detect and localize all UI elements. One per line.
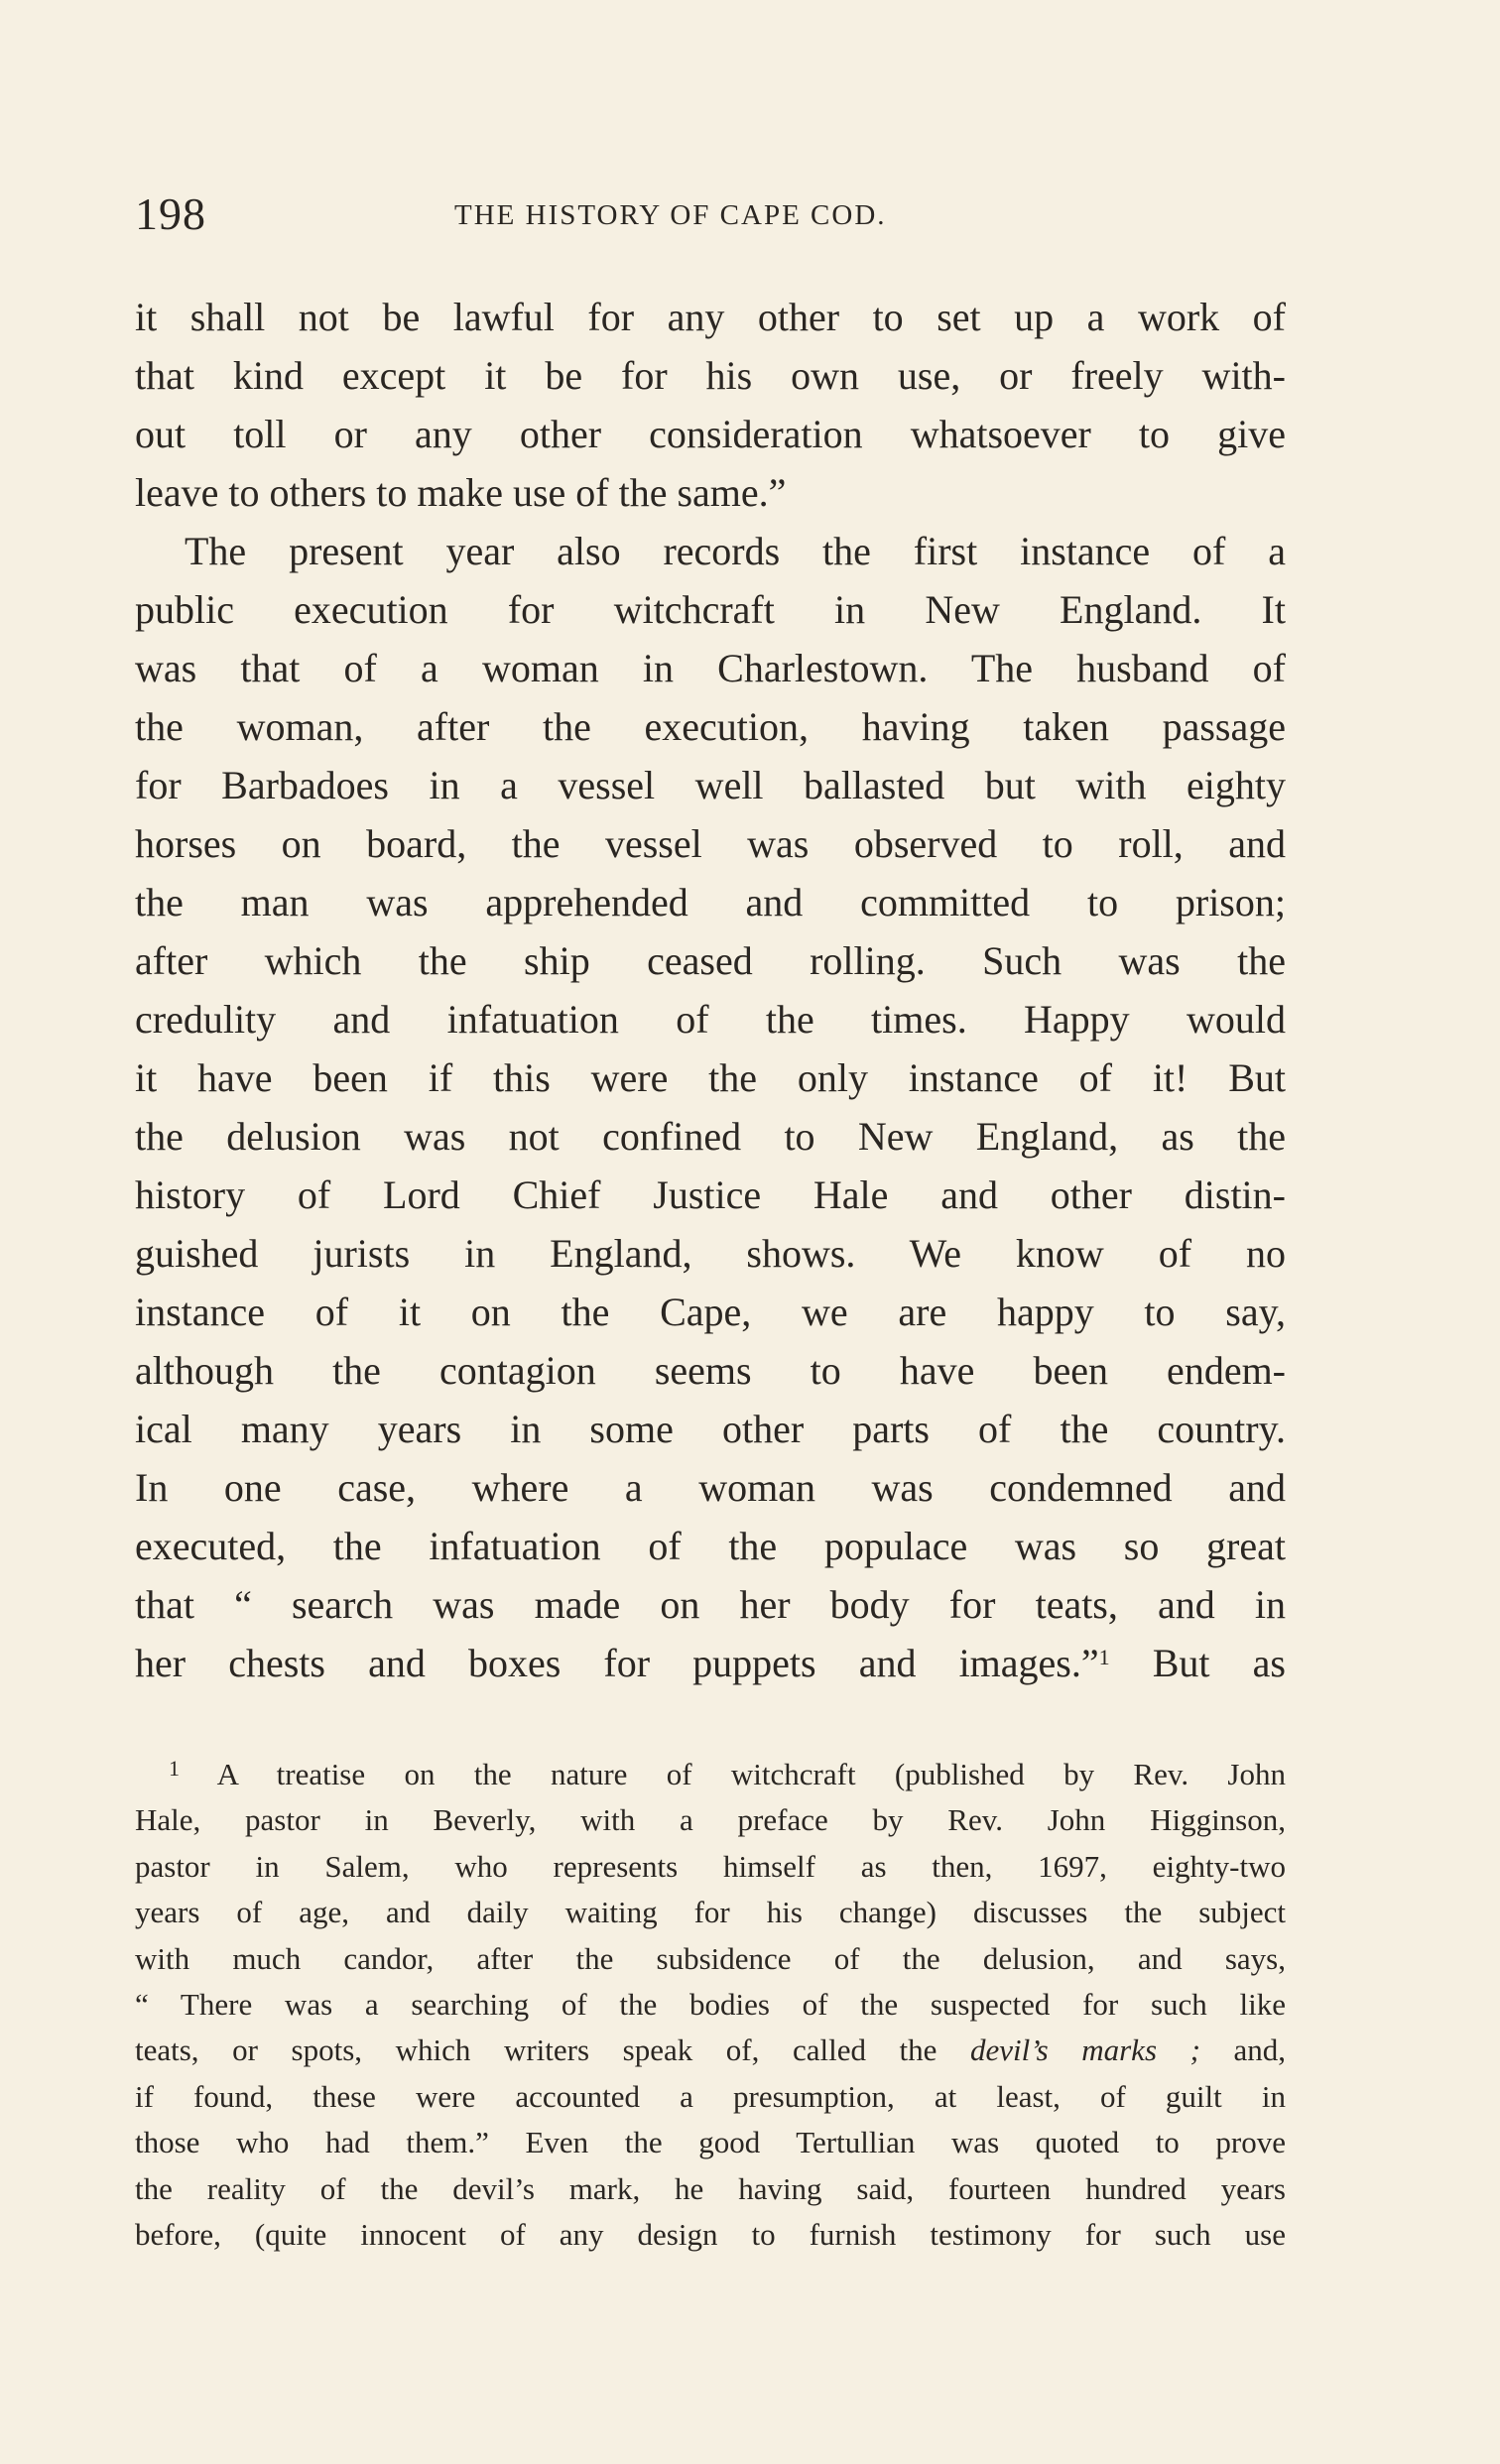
footnote-line: pastor in Salem, who represents himself as then, 1697, eighty-two: [135, 1848, 1286, 1884]
body-line: ical many years in some other parts of the country.: [135, 1407, 1286, 1451]
body-line: credulity and infatuation of the times. Happy would: [135, 997, 1286, 1042]
body-line: history of Lord Chief Justice Hale and other distin-: [135, 1172, 1286, 1217]
footnote-reference: 1: [1098, 1645, 1110, 1669]
body-line-text: her chests and boxes for puppets and images.”: [135, 1641, 1099, 1685]
body-line: guished jurists in England, shows. We know of no: [135, 1231, 1286, 1276]
running-head: [135, 185, 1286, 244]
body-line: was that of a woman in Charlestown. The husband of: [135, 646, 1286, 690]
body-line: it shall not be lawful for any other to set up a work of: [135, 295, 1286, 339]
page-number: 198: [135, 188, 206, 239]
footnote-marker: 1: [169, 1756, 180, 1781]
body-line: leave to others to make use of the same.”: [135, 470, 787, 515]
footnote-line: years of age, and daily waiting for his change) discusses the subject: [135, 1895, 1286, 1930]
body-line: horses on board, the vessel was observed to roll, and: [135, 821, 1286, 866]
footnote-text: teats, or spots, which writers speak of, called the: [135, 2033, 938, 2068]
body-line: instance of it on the Cape, we are happy to say,: [135, 1290, 1286, 1334]
running-title: THE HISTORY OF CAPE COD.: [454, 199, 887, 231]
body-line: that “ search was made on her body for teats, and in: [135, 1582, 1286, 1627]
body-line: after which the ship ceased rolling. Such was the: [135, 938, 1286, 983]
body-line: The present year also records the first instance of a: [185, 529, 1286, 573]
body-text: [135, 288, 1286, 1692]
body-line: the woman, after the execution, having taken passage: [135, 704, 1286, 749]
body-line-with-footnote-ref: [135, 1634, 1286, 1692]
body-line: that kind except it be for his own use, or freely with-: [135, 353, 1286, 398]
footnote-line: before, (quite innocent of any design to furnish testimony for such use: [135, 2216, 1286, 2252]
footnote-line-italic: [135, 2028, 1286, 2073]
italic-phrase: devil’s marks ;: [970, 2033, 1200, 2068]
body-line: for Barbadoes in a vessel well ballasted but with eighty: [135, 763, 1286, 807]
footnote: [135, 1752, 1286, 2258]
body-line: out toll or any other consideration whatsoever to give: [135, 412, 1286, 456]
footnote-line: [135, 1752, 1286, 1797]
footnote-text: and,: [1233, 2033, 1287, 2068]
body-line-tail: But as: [1152, 1641, 1286, 1685]
footnote-line: those who had them.” Even the good Tertullian was quoted to prove: [135, 2125, 1286, 2160]
footnote-line: the reality of the devil’s mark, he having said, fourteen hundred years: [135, 2170, 1286, 2206]
body-line: public execution for witchcraft in New England. It: [135, 587, 1286, 632]
footnote-line: with much candor, after the subsidence of the delusion, and says,: [135, 1940, 1286, 1976]
footnote-line: if found, these were accounted a presumption, at least, of guilt in: [135, 2078, 1286, 2114]
footnote-line: “ There was a searching of the bodies of the suspected for such like: [135, 1986, 1286, 2022]
body-line: executed, the infatuation of the populace was so great: [135, 1524, 1286, 1568]
body-line: the delusion was not confined to New England, as the: [135, 1114, 1286, 1159]
body-line: the man was apprehended and committed to prison;: [135, 880, 1286, 924]
footnote-text: A treatise on the nature of witchcraft (published by Rev. John: [216, 1757, 1286, 1791]
body-line: it have been if this were the only instance of it! But: [135, 1055, 1286, 1100]
body-line: In one case, where a woman was condemned and: [135, 1465, 1286, 1510]
footnote-line: Hale, pastor in Beverly, with a preface by Rev. John Higginson,: [135, 1802, 1286, 1838]
body-line: although the contagion seems to have been endem-: [135, 1348, 1286, 1393]
